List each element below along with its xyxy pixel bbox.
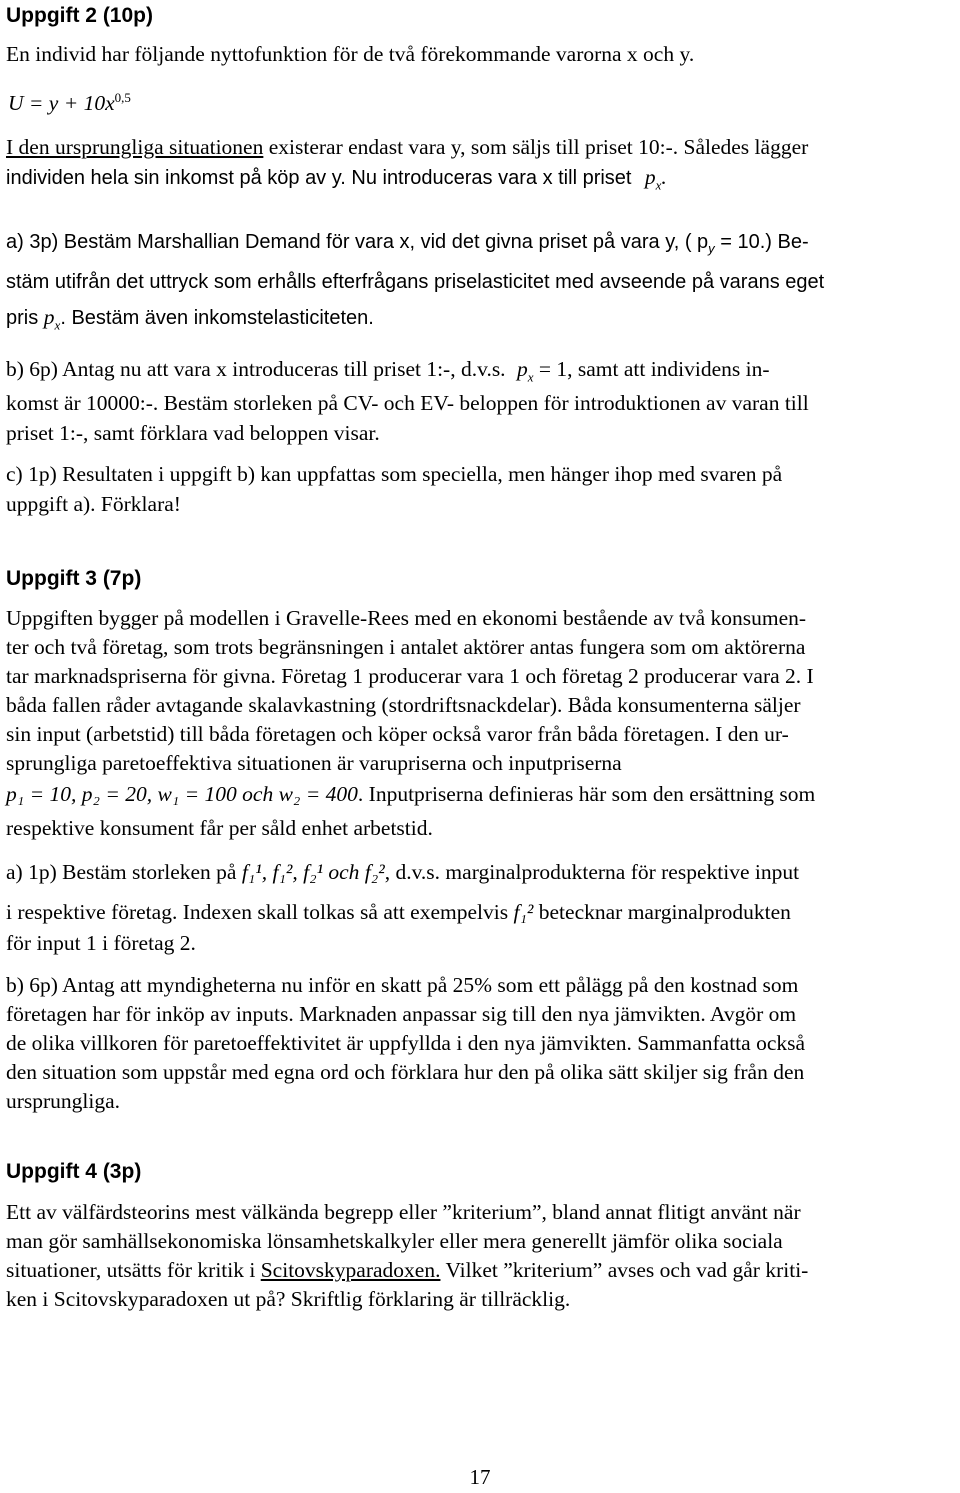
u3-a-f12-symbol: f₁² (513, 900, 534, 924)
u2-a-pris: pris (6, 307, 44, 329)
u3-a-f-symbols: f₁¹, f₁², f₂¹ och f₂² (241, 860, 385, 884)
heading-uppgift-3: Uppgift 3 (7p) (6, 567, 142, 590)
u2-b-px: $p_x$ (516, 357, 534, 385)
u3-b-line5: ursprungliga. (6, 1089, 121, 1113)
u3-line3: tar marknadspriserna för givna. Företag 1 producerar vara 1 och företag 2 producerar vara 2. I (6, 664, 814, 688)
u3-price-equations: p₁ = 10, p₂ = 20, w₁ = 100 och w₂ = 400 (6, 782, 358, 806)
u4-line3 (6, 1256, 808, 1286)
u2-px-symbol: $p_x$. (644, 165, 667, 193)
u2-intro: En individ har följande nyttofunktion för de två förekommande varorna x och y. (6, 42, 695, 66)
u3-a-line1 (6, 858, 799, 888)
u4-line4: ken i Scitovskyparadoxen ut på? Skriftlig förklaring är tillräcklig. (6, 1287, 571, 1311)
page-number: 17 (469, 1465, 491, 1489)
u3-a-line3: för input 1 i företag 2. (6, 931, 196, 955)
u4-line3b: Vilket ”kriterium” avses och vad går kriti- (440, 1258, 809, 1282)
u4-underlined-scitovsky: Scitovskyparadoxen. (260, 1258, 441, 1282)
u3-line7 (6, 780, 815, 810)
u2-b-line1 (6, 355, 770, 385)
u2-a-line1 (6, 228, 809, 258)
u2-a-text3: . Bestäm även inkomstelasticiteten. (60, 307, 374, 329)
u2-formula-exponent: 0,5 (114, 89, 131, 105)
u2-b-line2: komst är 10000:-. Bestäm storleken på CV- och EV- beloppen för introduktionen av varan till (6, 391, 809, 415)
u3-b-line1: b) 6p) Antag att myndigheterna nu inför en skatt på 25% som ett pålägg på den kostnad som (6, 973, 799, 997)
u3-line1: Uppgiften bygger på modellen i Gravelle-Rees med en ekonomi bestående av två konsumen- (6, 606, 807, 630)
u3-line8: respektive konsument får per såld enhet arbetstid. (6, 816, 433, 840)
u2-a-line3 (6, 303, 374, 334)
u4-line1: Ett av välfärdsteorins mest välkända begrepp eller ”kriterium”, bland annat flitigt använt när (6, 1200, 801, 1224)
heading-uppgift-2: Uppgift 2 (10p) (6, 4, 153, 27)
u2-para1-line1 (6, 133, 808, 163)
u3-a-text2: i respektive företag. Indexen skall tolkas så att exempelvis (6, 900, 509, 924)
u2-para1-line2 (6, 163, 667, 194)
u2-a-line2: stäm utifrån det uttryck som erhålls efterfrågans priselasticitet med avseende på varans eget (6, 271, 825, 293)
u3-a-text1-rest: , d.v.s. marginalprodukterna för respektive input (384, 860, 800, 884)
u4-line2: man gör samhällsekonomiska lönsamhetskalkyler eller mera generellt jämför olika sociala (6, 1229, 783, 1253)
u2-para1-line2-text: individen hela sin inkomst på köp av y. Nu introduceras vara x till priset (6, 167, 632, 189)
u2-formula (8, 89, 131, 119)
u2-underlined-phrase: I den ursprungliga situationen (6, 135, 264, 159)
u2-a-sub-y: y (708, 241, 715, 256)
u2-a-text1b: = 10.) Be- (714, 231, 809, 253)
u4-line3a: situationer, utsätts för kritik i (6, 1258, 261, 1282)
u2-para1-rest: existerar endast vara y, som säljs till priset 10:-. Således lägger (263, 135, 809, 159)
u3-line7-rest: . Inputpriserna definieras här som den ersättning som (357, 782, 816, 806)
u3-line6: sprungliga paretoeffektiva situationen är varupriserna och inputpriserna (6, 751, 622, 775)
u2-a-px: $p_x$ (43, 305, 61, 333)
u3-line2: ter och två företag, som trots begränsningen i antalet aktörer antas fungera som om aktörerna (6, 635, 806, 659)
u3-a-text2-rest: betecknar marginalprodukten (538, 900, 791, 924)
u3-b-line3: de olika villkoren för paretoeffektivitet är uppfyllda i den nya jämvikten. Sammanfatta också (6, 1031, 806, 1055)
u2-a-text1: a) 3p) Bestäm Marshallian Demand för vara x, vid det givna priset på vara y, ( p (6, 231, 709, 253)
u3-b-line2: företagen har för inköp av inputs. Marknaden anpassar sig till den nya jämvikten. Avgör om (6, 1002, 797, 1026)
heading-uppgift-4: Uppgift 4 (3p) (6, 1160, 142, 1183)
u3-a-text1: a) 1p) Bestäm storleken på (6, 860, 237, 884)
u2-b-text1: b) 6p) Antag nu att vara x introduceras till priset 1:-, d.v.s. (6, 357, 506, 381)
u2-formula-text: U = y + 10x (8, 91, 115, 115)
u2-c-line2: uppgift a). Förklara! (6, 492, 181, 516)
u2-b-line3: priset 1:-, samt förklara vad beloppen visar. (6, 421, 380, 445)
u3-line5: sin input (arbetstid) till båda företagen och köper också varor från båda företagen. I den ur- (6, 722, 789, 746)
u3-b-line4: den situation som uppstår med egna ord och förklara hur den på olika sätt skiljer sig från den (6, 1060, 805, 1084)
u2-b-text1b: = 1, samt att individens in- (533, 357, 770, 381)
u3-a-line2 (6, 898, 791, 928)
u3-line4: båda fallen råder avtagande skalavkastning (stordriftsnackdelar). Båda konsumenterna säljer (6, 693, 801, 717)
u2-c-line1: c) 1p) Resultaten i uppgift b) kan uppfattas som speciella, men hänger ihop med svaren på (6, 462, 783, 486)
